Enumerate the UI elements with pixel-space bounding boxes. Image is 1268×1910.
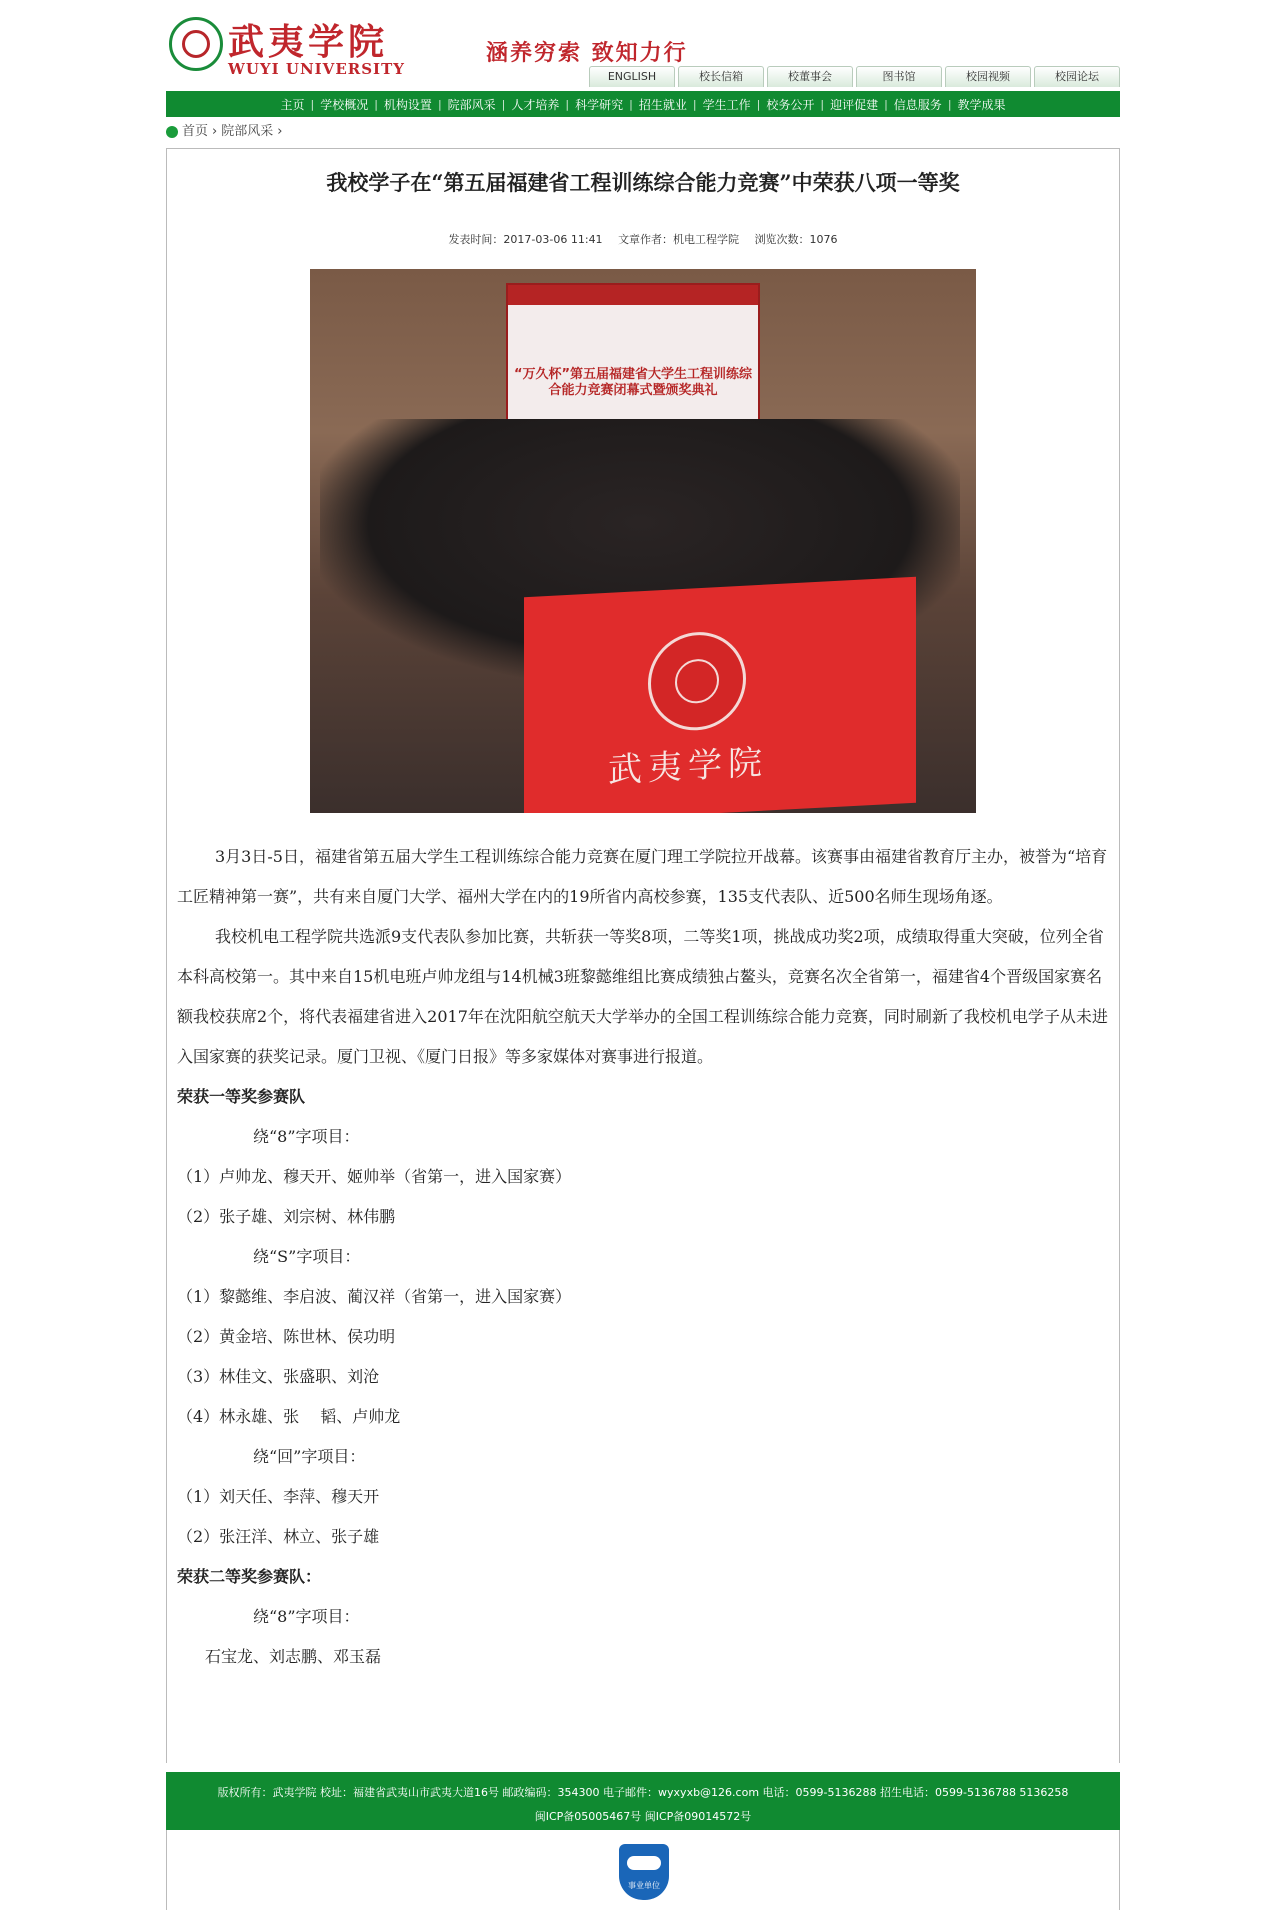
article-body <box>177 837 1109 1677</box>
view-count: 浏览次数：1076 <box>754 233 838 246</box>
page <box>166 0 1120 1890</box>
badge-wave-icon <box>627 1856 661 1870</box>
project-label-s: 绕“S”字项目： <box>253 1247 361 1266</box>
nav-item-departments[interactable]: 院部风采 <box>447 97 496 112</box>
project-label-8: 绕“8”字项目： <box>253 1607 360 1626</box>
team-line: （1）刘天任、李萍、穆天开 <box>177 1487 380 1506</box>
team-line: （2）张子雄、刘宗树、林伟鹏 <box>177 1207 396 1226</box>
nav-separator: | <box>884 97 888 111</box>
article-author: 文章作者：机电工程学院 <box>618 233 740 246</box>
chevron-right-icon: › <box>212 124 218 139</box>
team-line: （2）张汪洋、林立、张子雄 <box>177 1527 380 1546</box>
university-logo[interactable] <box>166 14 416 80</box>
header <box>166 0 1120 90</box>
top-link-english[interactable]: ENGLISH <box>589 66 675 87</box>
footer-icp[interactable]: 闽ICP备05005467号 闽ICP备09014572号 <box>534 1810 752 1823</box>
team-line: 石宝龙、刘志鹏、邓玉磊 <box>205 1647 382 1666</box>
nav-separator: | <box>756 97 761 111</box>
article-photo <box>310 269 976 813</box>
article-meta <box>167 231 1119 247</box>
breadcrumb-section[interactable]: 院部风采 <box>221 124 274 139</box>
chevron-right-icon: › <box>277 124 283 139</box>
article-title: 我校学子在“第五届福建省工程训练综合能力竞赛”中荣获八项一等奖 <box>326 170 960 195</box>
nav-separator: | <box>310 97 315 111</box>
nav-item-info-service[interactable]: 信息服务 <box>893 97 942 112</box>
footer <box>166 1772 1120 1830</box>
university-seal-icon <box>648 630 746 733</box>
nav-separator: | <box>501 97 506 111</box>
team-line: （1）卢帅龙、穆天开、姬帅举（省第一，进入国家赛） <box>177 1167 572 1186</box>
badge-label: 事业单位 <box>628 1881 660 1890</box>
project-label-hui: 绕“回”字项目： <box>253 1447 366 1466</box>
nav-separator: | <box>437 97 442 111</box>
nav-separator: | <box>565 97 570 111</box>
logo-english: WUYI UNIVERSITY <box>228 60 405 78</box>
nav-item-teaching[interactable]: 教学成果 <box>957 97 1006 112</box>
flag-school-name: 武夷学院 <box>608 742 768 791</box>
top-link-president-mailbox[interactable]: 校长信箱 <box>678 66 764 87</box>
top-link-library[interactable]: 图书馆 <box>856 66 942 87</box>
footer-copyright: 版权所有：武夷学院 校址：福建省武夷山市武夷大道16号 邮政编码：354300 电子邮件：wyxyxb@126.com 电话：0599-5136288 招生电话：0599-5136788 5136258 <box>217 1786 1069 1799</box>
photo-red-flag <box>524 577 916 813</box>
breadcrumb-home[interactable]: 首页 <box>182 124 209 139</box>
emblem-icon <box>169 17 223 71</box>
nav-item-research[interactable]: 科学研究 <box>575 97 624 112</box>
nav-item-organization[interactable]: 机构设置 <box>383 97 432 112</box>
nav-separator: | <box>692 97 697 111</box>
nav-item-public-affairs[interactable]: 校务公开 <box>766 97 815 112</box>
top-link-board[interactable]: 校董事会 <box>767 66 853 87</box>
nav-item-overview[interactable]: 学校概况 <box>320 97 369 112</box>
article-paragraph: 3月3日-5日，福建省第五届大学生工程训练综合能力竞赛在厦门理工学院拉开战幕。该赛事由福建省教育厅主办，被誉为“培育工匠精神第一赛”，共有来自厦门大学、福州大学在内的19所省内高校参赛，135支代表队、近500名师生现场角逐。 <box>177 847 1108 906</box>
screen-text: “万久杯”第五届福建省大学生工程训练综合能力竞赛闭幕式暨颁奖典礼 <box>513 367 753 398</box>
nav-separator: | <box>629 97 633 111</box>
top-link-video[interactable]: 校园视频 <box>945 66 1031 87</box>
team-line: （2）黄金培、陈世林、侯功明 <box>177 1327 396 1346</box>
nav-separator: | <box>947 97 952 111</box>
slogan: 涵养穷索 致知力行 <box>486 40 688 66</box>
nav-separator: | <box>820 97 825 111</box>
public-institution-badge-icon[interactable] <box>619 1844 669 1900</box>
nav-item-home[interactable]: 主页 <box>280 97 305 112</box>
project-label-8: 绕“8”字项目： <box>253 1127 360 1146</box>
photo-projection-screen <box>506 283 760 427</box>
team-line: （1）黎懿维、李启波、蔺汉祥（省第一，进入国家赛） <box>177 1287 572 1306</box>
team-line: （4）林永雄、张 韬、卢帅龙 <box>177 1407 401 1426</box>
first-prize-heading: 荣获一等奖参赛队 <box>177 1087 306 1106</box>
second-prize-heading: 荣获二等奖参赛队： <box>177 1567 322 1586</box>
nav-item-evaluation[interactable]: 迎评促建 <box>830 97 879 112</box>
logo-chinese: 武夷学院 <box>228 21 389 63</box>
nav-item-students[interactable]: 学生工作 <box>702 97 751 112</box>
breadcrumb <box>166 122 282 142</box>
screen-header-bar <box>508 285 758 305</box>
article-paragraph: 我校机电工程学院共选派9支代表队参加比赛，共斩获一等奖8项，二等奖1项，挑战成功奖2项，成绩取得重大突破，位列全省本科高校第一。其中来自15机电班卢帅龙组与14机械3班黎懿维组比赛成绩独占鳌头，竞赛名次全省第一，福建省4个晋级国家赛名额我校获席2个，将代表福建省进入2017年在沈阳航空航天大学举办的全国工程训练综合能力竞赛，同时刷新了我校机电学子从未进入国家赛的获奖记录。厦门卫视、《厦门日报》等多家媒体对赛事进行报道。 <box>177 927 1108 1066</box>
main-nav <box>166 91 1120 117</box>
home-icon <box>166 126 178 138</box>
team-line: （3）林佳文、张盛职、刘沧 <box>177 1367 380 1386</box>
top-link-forum[interactable]: 校园论坛 <box>1034 66 1120 87</box>
nav-item-admission[interactable]: 招生就业 <box>638 97 687 112</box>
publish-time: 发表时间：2017-03-06 11:41 <box>448 233 603 246</box>
article-container <box>166 148 1120 1763</box>
nav-separator: | <box>374 97 378 111</box>
footer-badge-area <box>166 1830 1120 1910</box>
top-links <box>589 66 1120 87</box>
nav-item-talent[interactable]: 人才培养 <box>511 97 560 112</box>
